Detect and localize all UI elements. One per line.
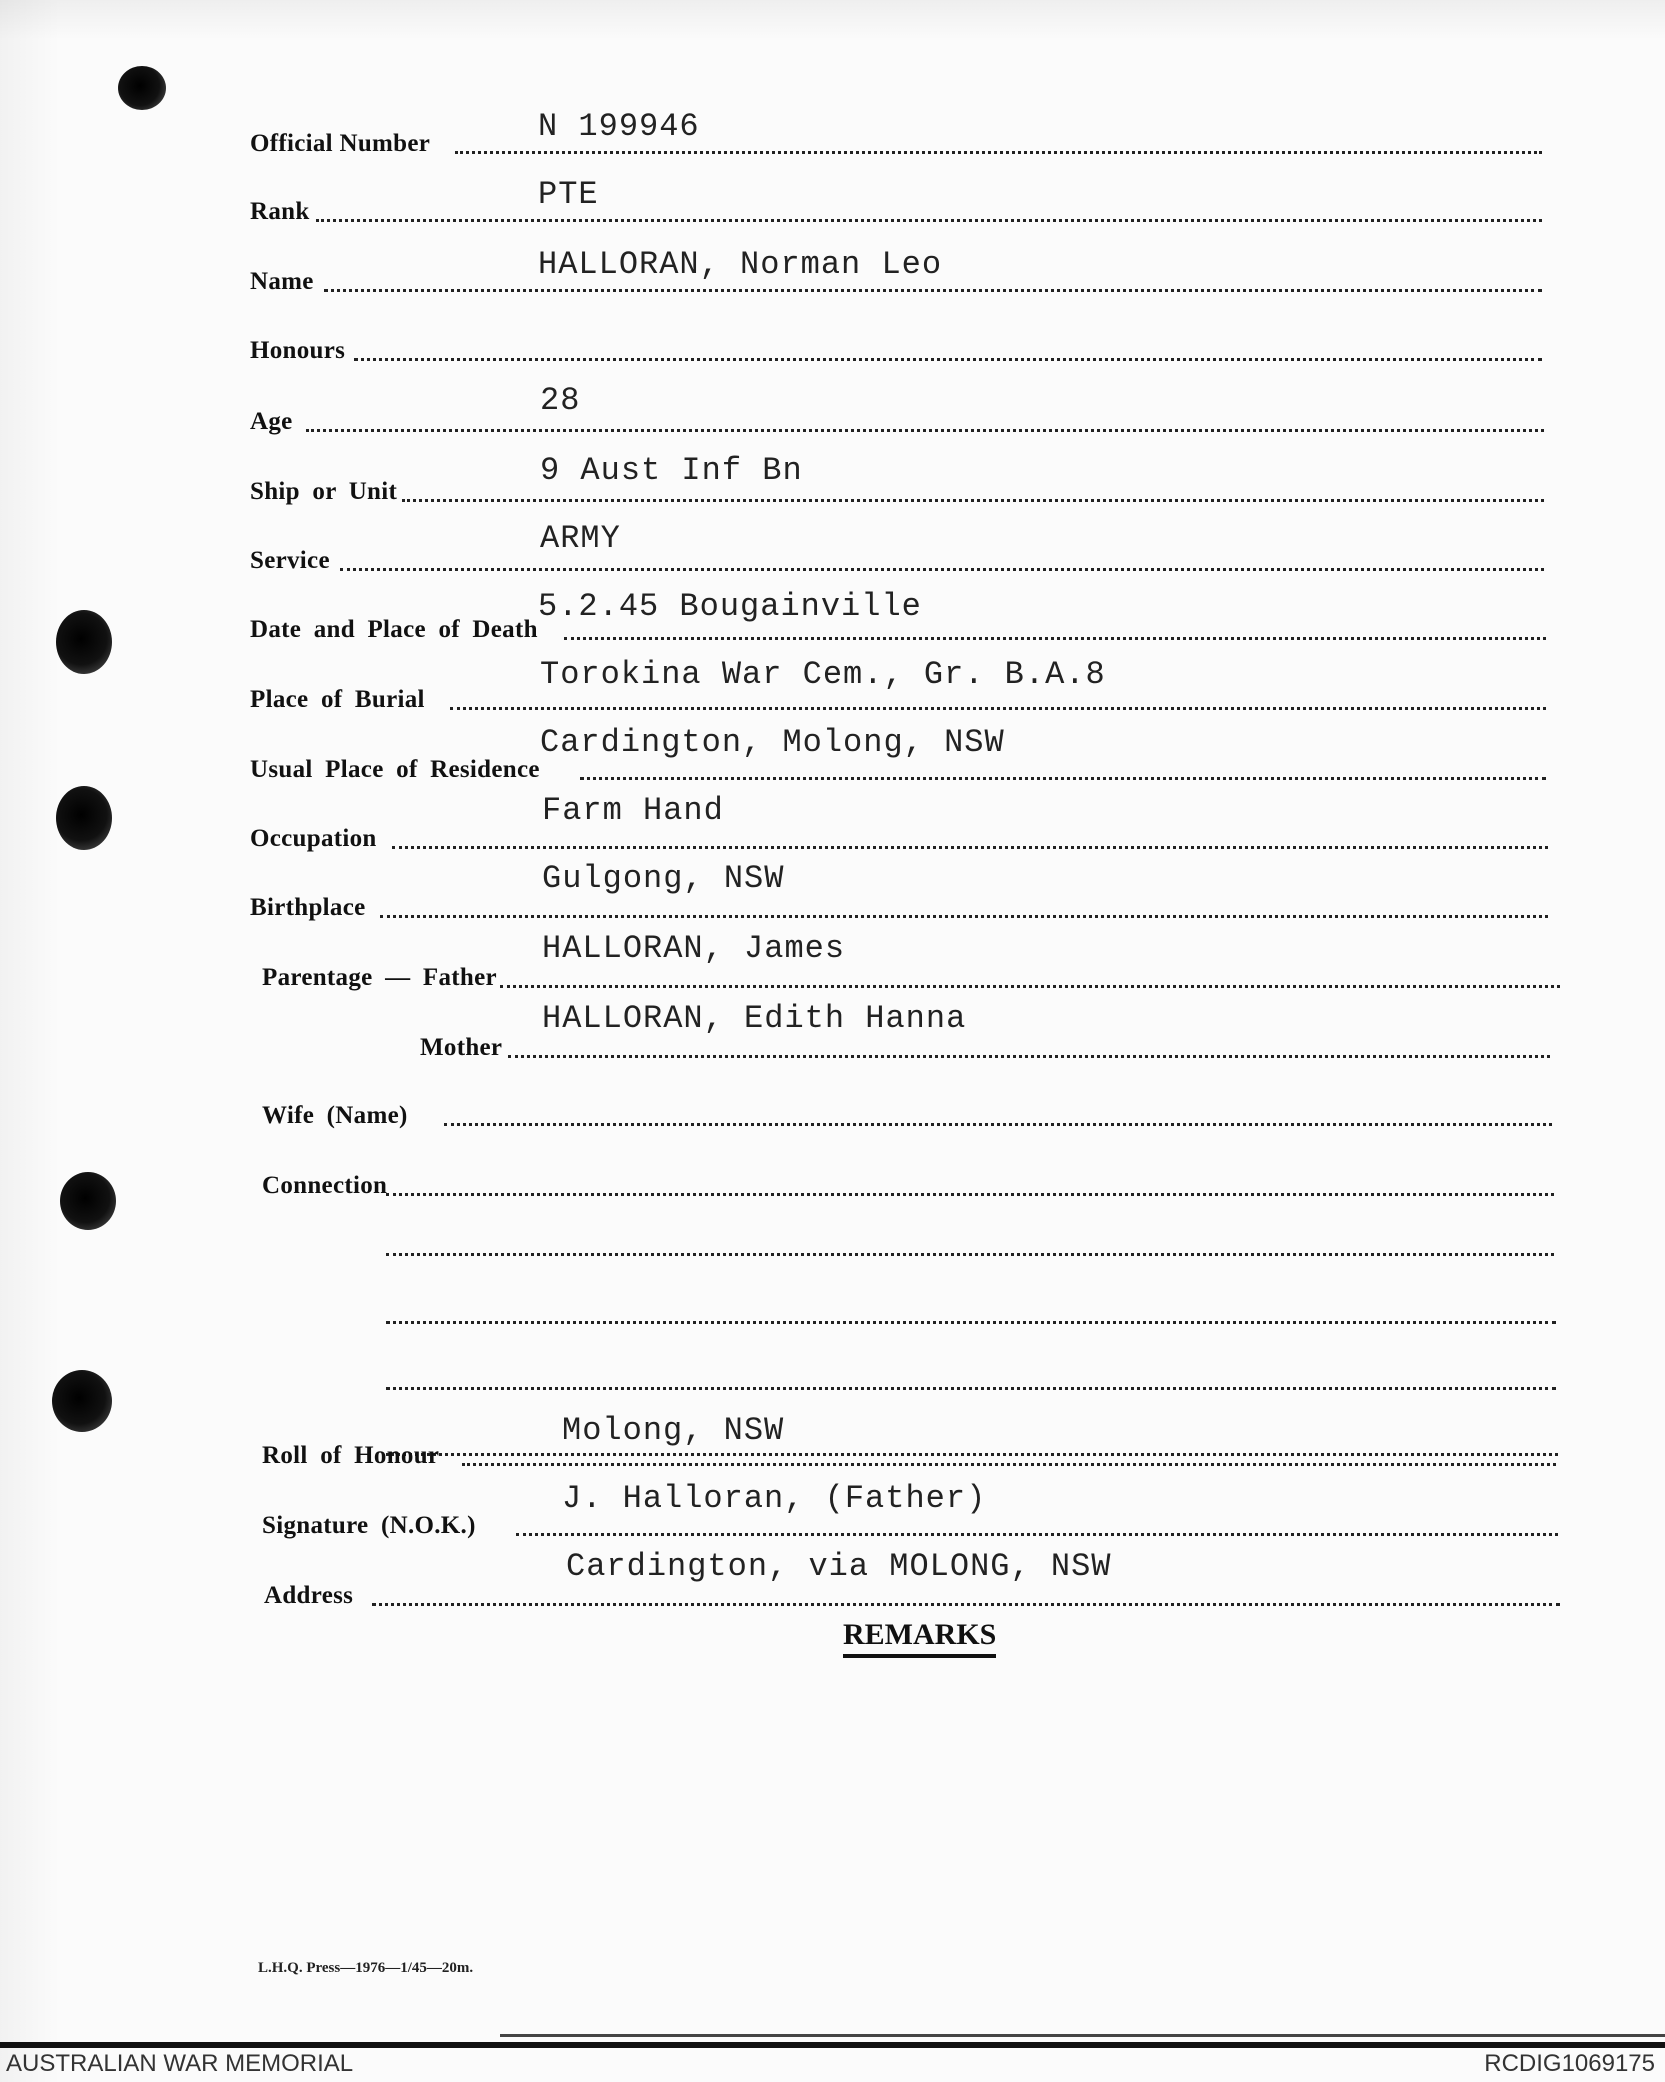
- field-value-rank: PTE: [538, 176, 599, 213]
- punch-hole: [60, 1172, 116, 1230]
- punch-hole: [56, 610, 112, 674]
- field-label: Occupation: [250, 825, 377, 852]
- field-label: Address: [264, 1582, 354, 1609]
- field-roll-of-honour: [262, 1410, 1556, 1470]
- bottom-rule: [0, 2042, 1665, 2048]
- field-label: Usual Place of Residence: [250, 756, 540, 783]
- remarks-heading: REMARKS: [843, 1618, 996, 1658]
- field-value-mother: HALLORAN, Edith Hanna: [542, 1000, 967, 1037]
- field-dotted-line: [306, 429, 1544, 432]
- field-dotted-line: [386, 1321, 1556, 1324]
- field-dotted-line: [580, 777, 1546, 780]
- printer-imprint: L.H.Q. Press—1976—1/45—20m.: [258, 1960, 474, 1976]
- field-dotted-line: [386, 1253, 1554, 1256]
- field-father: [262, 932, 1560, 992]
- field-label: Official Number: [250, 130, 431, 157]
- field-value-signature-nok: J. Halloran, (Father): [562, 1480, 987, 1517]
- footer-archive-name: AUSTRALIAN WAR MEMORIAL: [6, 2050, 354, 2077]
- connection-extra-line: [386, 1268, 1556, 1328]
- field-service: [250, 515, 1544, 575]
- field-connection: [262, 1140, 1554, 1200]
- field-value-ship-or-unit: 9 Aust Inf Bn: [540, 452, 803, 489]
- field-value-service: ARMY: [540, 520, 621, 557]
- field-dotted-line: [392, 846, 1548, 849]
- field-value-date-place-death: 5.2.45 Bougainville: [538, 588, 922, 625]
- field-dotted-line: [354, 358, 1542, 361]
- field-dotted-line: [462, 1463, 1556, 1466]
- field-dotted-line: [500, 985, 1560, 988]
- field-dotted-line: [444, 1123, 1552, 1126]
- field-dotted-line: [340, 568, 1544, 571]
- field-label: Date and Place of Death: [250, 616, 538, 643]
- field-label: Service: [250, 547, 330, 574]
- field-label: Rank: [250, 198, 310, 225]
- field-dotted-line: [386, 1387, 1556, 1390]
- field-ship-or-unit: [250, 446, 1544, 506]
- bottom-rule: [500, 2034, 1665, 2037]
- field-label: Place of Burial: [250, 686, 425, 713]
- field-label: Mother: [420, 1034, 503, 1061]
- punch-hole: [56, 786, 112, 850]
- field-value-address: Cardington, via MOLONG, NSW: [566, 1548, 1112, 1585]
- field-value-occupation: Farm Hand: [542, 792, 724, 829]
- field-dotted-line: [450, 707, 1546, 710]
- field-dotted-line: [508, 1055, 1550, 1058]
- field-dotted-line: [316, 219, 1542, 222]
- field-label: Name: [250, 268, 314, 295]
- field-birthplace: [250, 862, 1548, 922]
- field-label: Parentage — Father: [262, 964, 497, 991]
- field-label: Age: [250, 408, 293, 435]
- field-label: Honours: [250, 337, 346, 364]
- field-label: Wife (Name): [262, 1102, 408, 1129]
- field-dotted-line: [372, 1603, 1560, 1606]
- punch-hole: [118, 66, 166, 110]
- field-dotted-line: [386, 1193, 1554, 1196]
- field-value-name: HALLORAN, Norman Leo: [538, 246, 943, 283]
- punch-hole: [52, 1370, 112, 1432]
- field-occupation: [250, 793, 1548, 853]
- footer-record-id: RCDIG1069175: [1484, 2050, 1655, 2077]
- field-value-age: 28: [540, 382, 581, 419]
- field-dotted-line: [564, 637, 1546, 640]
- field-label: Ship or Unit: [250, 478, 398, 505]
- field-dotted-line: [516, 1533, 1558, 1536]
- field-dotted-line: [380, 915, 1548, 918]
- field-dotted-line: [402, 499, 1544, 502]
- field-value-place-of-burial: Torokina War Cem., Gr. B.A.8: [540, 656, 1106, 693]
- field-label: Signature (N.O.K.): [262, 1512, 476, 1539]
- field-value-birthplace: Gulgong, NSW: [542, 860, 785, 897]
- field-value-roll-of-honour: Molong, NSW: [562, 1412, 785, 1449]
- field-label: Birthplace: [250, 894, 366, 921]
- connection-extra-line: [386, 1334, 1556, 1394]
- field-honours: [250, 305, 1542, 365]
- field-dotted-line: [324, 289, 1542, 292]
- field-official-number: [250, 98, 1542, 158]
- field-value-official-number: N 199946: [538, 108, 700, 145]
- field-label: Roll of Honour: [262, 1442, 440, 1469]
- field-value-usual-residence: Cardington, Molong, NSW: [540, 724, 1005, 761]
- field-wife-name: [262, 1070, 1552, 1130]
- field-rank: [250, 166, 1542, 226]
- field-label: Connection: [262, 1172, 388, 1199]
- field-age: [250, 376, 1544, 436]
- field-value-father: HALLORAN, James: [542, 930, 846, 967]
- field-dotted-line: [455, 151, 1542, 154]
- connection-extra-line: [386, 1200, 1554, 1260]
